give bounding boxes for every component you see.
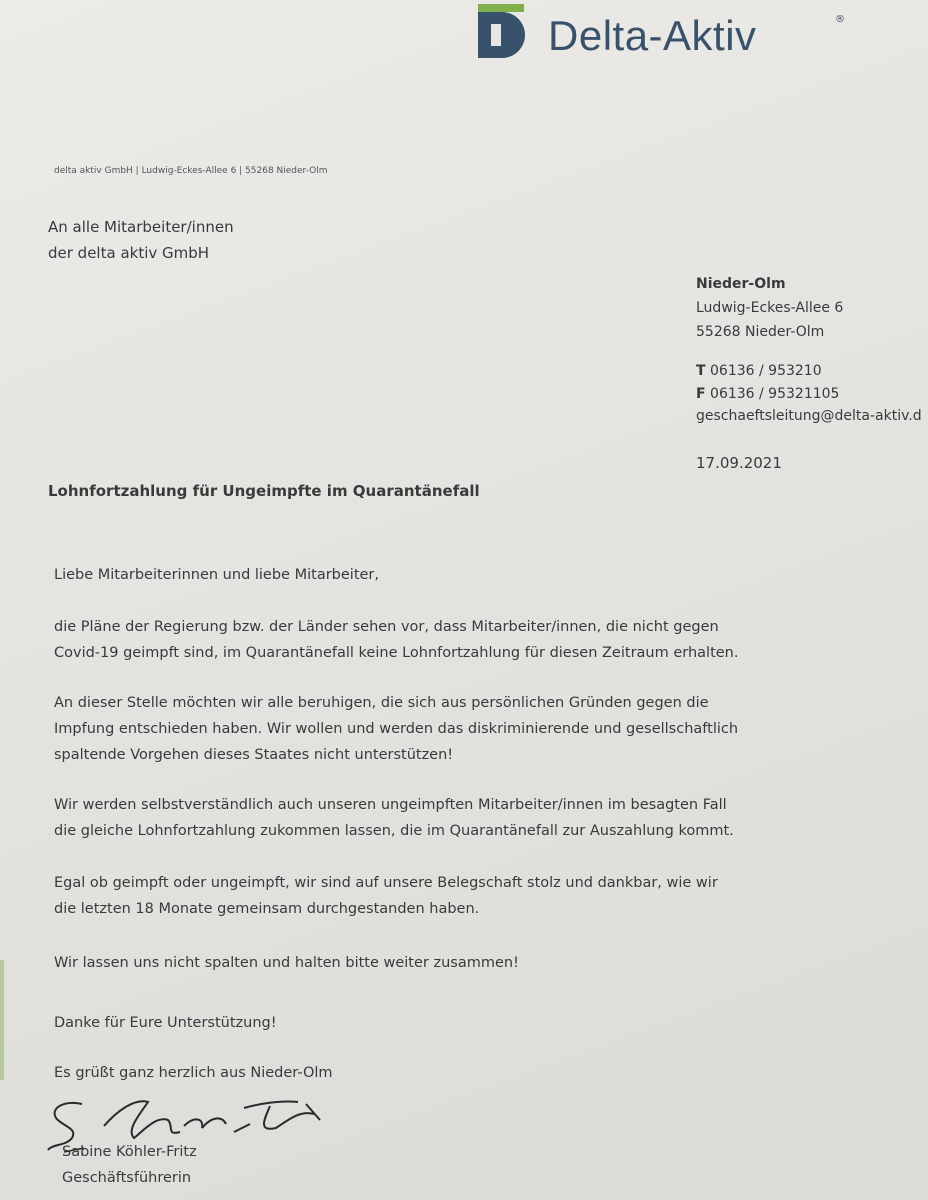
- address-city-heading: Nieder-Olm: [696, 276, 786, 292]
- letter-date: 17.09.2021: [696, 454, 782, 472]
- phone-number: 06136 / 953210: [710, 363, 822, 379]
- fax-label: F: [696, 386, 706, 402]
- closing-line: Es grüßt ganz herzlich aus Nieder-Olm: [54, 1065, 333, 1081]
- fax-line: [696, 383, 839, 406]
- registered-mark: ®: [835, 14, 845, 25]
- fax-number: 06136 / 95321105: [710, 386, 840, 402]
- recipient-line-1: An alle Mitarbeiter/innen: [48, 218, 234, 236]
- phone-label: T: [696, 363, 706, 379]
- paragraph-3-line-2: die gleiche Lohnfortzahlung zukommen lassen, die im Quarantänefall zur Auszahlung kommt.: [54, 823, 734, 839]
- paragraph-4-line-2: die letzten 18 Monate gemeinsam durchgestanden haben.: [54, 901, 480, 917]
- signatory-role: Geschäftsführerin: [62, 1170, 192, 1186]
- paragraph-5: Wir lassen uns nicht spalten und halten bitte weiter zusammen!: [54, 955, 519, 971]
- paragraph-3-line-1: Wir werden selbstverständlich auch unseren ungeimpften Mitarbeiter/innen im besagten Fall: [54, 797, 727, 813]
- paragraph-6: Danke für Eure Unterstützung!: [54, 1015, 277, 1031]
- paragraph-3: [54, 792, 874, 844]
- salutation: Liebe Mitarbeiterinnen und liebe Mitarbeiter,: [54, 567, 379, 583]
- sender-line: delta aktiv GmbH | Ludwig-Eckes-Allee 6 | 55268 Nieder-Olm: [54, 166, 328, 176]
- letter-subject: Lohnfortzahlung für Ungeimpfte im Quarantänefall: [48, 482, 480, 500]
- paragraph-4: [54, 870, 874, 922]
- paragraph-2-line-2: Impfung entschieden haben. Wir wollen und werden das diskriminierende und gesellschaftlich: [54, 721, 739, 737]
- address-street: Ludwig-Eckes-Allee 6: [696, 300, 844, 316]
- phone-line: [696, 360, 839, 383]
- paragraph-1-line-2: Covid-19 geimpft sind, im Quarantänefall keine Lohnfortzahlung für diesen Zeitraum erhalten.: [54, 645, 739, 661]
- recipient-line-2: der delta aktiv GmbH: [48, 244, 210, 262]
- recipient-block: [48, 214, 234, 266]
- contact-block: [696, 360, 839, 406]
- logo-wordmark: Delta-Aktiv: [548, 12, 757, 59]
- address-block: [696, 272, 843, 344]
- paragraph-1: [54, 614, 874, 666]
- email-address: geschaeftsleitung@delta-aktiv.d: [696, 408, 922, 424]
- paragraph-2: [54, 690, 874, 768]
- address-zip-city: 55268 Nieder-Olm: [696, 324, 825, 340]
- paragraph-1-line-1: die Pläne der Regierung bzw. der Länder sehen vor, dass Mitarbeiter/innen, die nicht gegen: [54, 619, 719, 635]
- paragraph-2-line-3: spaltende Vorgehen dieses Staates nicht unterstützen!: [54, 747, 454, 763]
- signatory-name: Sabine Köhler-Fritz: [62, 1144, 197, 1160]
- paragraph-4-line-1: Egal ob geimpft oder ungeimpft, wir sind auf unsere Belegschaft stolz und dankbar, wie wir: [54, 875, 718, 891]
- paragraph-2-line-1: An dieser Stelle möchten wir alle beruhigen, die sich aus persönlichen Gründen gegen die: [54, 695, 709, 711]
- page-edge-strip: [0, 960, 4, 1080]
